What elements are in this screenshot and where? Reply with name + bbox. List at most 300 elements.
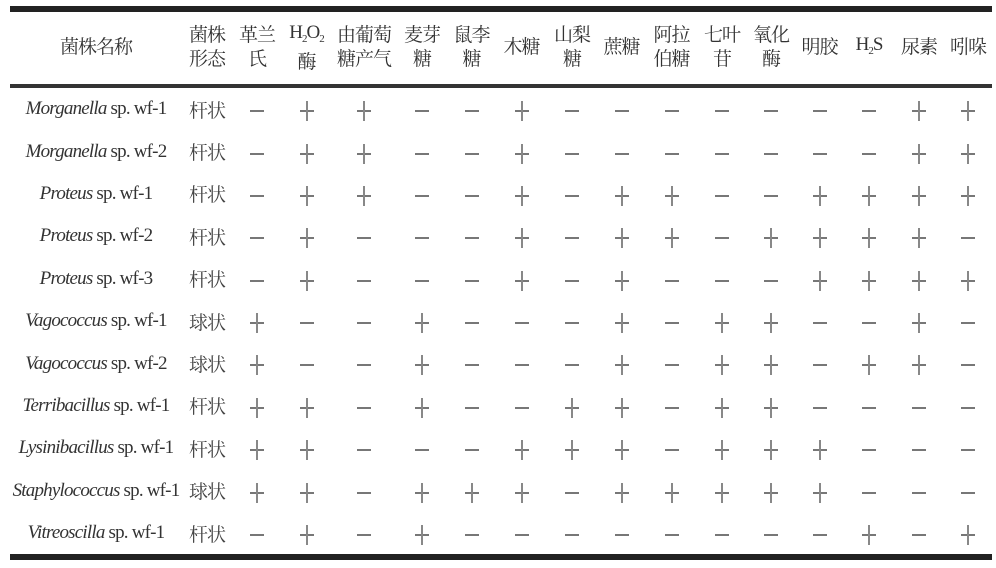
minus-icon bbox=[764, 144, 778, 164]
minus-icon bbox=[515, 525, 529, 545]
minus-icon bbox=[565, 525, 579, 545]
test-result-cell bbox=[646, 215, 697, 257]
minus-icon bbox=[912, 483, 926, 503]
column-header-line2: 形态 bbox=[188, 49, 225, 70]
test-result-cell bbox=[547, 258, 597, 300]
plus-icon bbox=[415, 355, 429, 375]
column-header-line1: 七叶 bbox=[703, 25, 740, 46]
minus-icon bbox=[715, 271, 729, 291]
test-result-cell bbox=[597, 300, 646, 342]
minus-icon bbox=[862, 483, 876, 503]
genus-name: Morganella bbox=[25, 98, 107, 120]
plus-icon bbox=[615, 271, 629, 291]
plus-icon bbox=[764, 398, 778, 418]
minus-icon bbox=[813, 355, 827, 375]
test-result-cell bbox=[944, 385, 992, 427]
column-header bbox=[182, 9, 232, 86]
column-header-line1: $H_2O_2$ bbox=[289, 22, 324, 45]
test-result-cell bbox=[844, 300, 894, 342]
strain-suffix: sp. wf-1 bbox=[113, 437, 174, 459]
plus-icon bbox=[813, 440, 827, 460]
test-result-cell bbox=[331, 470, 397, 512]
column-header bbox=[597, 9, 646, 86]
test-result-cell bbox=[597, 427, 646, 469]
shape-cell: 球状 bbox=[188, 355, 225, 377]
test-result-cell bbox=[447, 470, 496, 512]
test-result-cell bbox=[697, 173, 747, 215]
test-result-cell bbox=[795, 342, 844, 384]
plus-icon bbox=[813, 186, 827, 206]
minus-icon bbox=[961, 483, 975, 503]
test-result-cell bbox=[944, 427, 992, 469]
minus-icon bbox=[415, 144, 429, 164]
test-result-cell bbox=[697, 300, 747, 342]
column-header bbox=[944, 9, 992, 86]
minus-icon bbox=[357, 440, 371, 460]
test-result-cell bbox=[944, 258, 992, 300]
test-result-cell bbox=[646, 427, 697, 469]
strain-suffix: sp. wf-1 bbox=[106, 310, 167, 332]
table-body bbox=[10, 86, 992, 557]
minus-icon bbox=[565, 144, 579, 164]
test-result-cell bbox=[447, 173, 496, 215]
plus-icon bbox=[250, 355, 264, 375]
strain-suffix: sp. wf-1 bbox=[109, 394, 170, 416]
test-result-cell bbox=[597, 173, 646, 215]
column-header bbox=[331, 9, 397, 86]
test-result-cell bbox=[646, 173, 697, 215]
plus-icon bbox=[862, 271, 876, 291]
genus-name: Lysinibacillus bbox=[18, 437, 114, 459]
plus-icon bbox=[300, 271, 314, 291]
test-result-cell bbox=[397, 470, 447, 512]
test-result-cell bbox=[397, 385, 447, 427]
column-header-line2: 糖 bbox=[562, 49, 581, 70]
minus-icon bbox=[515, 355, 529, 375]
minus-icon bbox=[615, 525, 629, 545]
test-result-cell bbox=[894, 173, 944, 215]
minus-icon bbox=[565, 313, 579, 333]
test-result-cell bbox=[697, 342, 747, 384]
minus-icon bbox=[415, 271, 429, 291]
test-result-cell bbox=[844, 385, 894, 427]
shape-cell: 杆状 bbox=[188, 227, 225, 249]
test-result-cell bbox=[496, 258, 547, 300]
minus-icon bbox=[961, 398, 975, 418]
plus-icon bbox=[465, 483, 479, 503]
shape-cell: 杆状 bbox=[188, 397, 225, 419]
test-result-cell bbox=[697, 86, 747, 130]
column-header-line2: 苷 bbox=[712, 49, 731, 70]
test-result-cell bbox=[232, 130, 282, 172]
test-result-cell bbox=[597, 385, 646, 427]
minus-icon bbox=[465, 101, 479, 121]
test-result-cell bbox=[747, 300, 795, 342]
plus-icon bbox=[665, 186, 679, 206]
genus-name: Vagococcus bbox=[25, 310, 107, 332]
test-result-cell bbox=[331, 427, 397, 469]
test-result-cell bbox=[944, 130, 992, 172]
test-result-cell bbox=[844, 86, 894, 130]
minus-icon bbox=[715, 186, 729, 206]
test-result-cell bbox=[547, 470, 597, 512]
test-result-cell bbox=[747, 427, 795, 469]
column-header bbox=[10, 9, 182, 86]
test-result-cell bbox=[232, 342, 282, 384]
test-result-cell bbox=[282, 86, 331, 130]
test-result-cell bbox=[795, 258, 844, 300]
minus-icon bbox=[665, 313, 679, 333]
plus-icon bbox=[912, 101, 926, 121]
minus-icon bbox=[715, 101, 729, 121]
plus-icon bbox=[862, 186, 876, 206]
plus-icon bbox=[764, 313, 778, 333]
minus-icon bbox=[665, 101, 679, 121]
test-result-cell bbox=[232, 470, 282, 512]
plus-icon bbox=[250, 483, 264, 503]
minus-icon bbox=[912, 398, 926, 418]
test-result-cell bbox=[597, 215, 646, 257]
plus-icon bbox=[300, 398, 314, 418]
test-result-cell bbox=[331, 512, 397, 557]
minus-icon bbox=[465, 525, 479, 545]
minus-icon bbox=[813, 144, 827, 164]
column-header bbox=[282, 9, 331, 86]
test-result-cell bbox=[397, 215, 447, 257]
test-result-cell bbox=[646, 86, 697, 130]
minus-icon bbox=[565, 271, 579, 291]
plus-icon bbox=[764, 483, 778, 503]
plus-icon bbox=[912, 271, 926, 291]
minus-icon bbox=[615, 101, 629, 121]
minus-icon bbox=[465, 398, 479, 418]
test-result-cell bbox=[646, 300, 697, 342]
minus-icon bbox=[465, 440, 479, 460]
test-result-cell bbox=[496, 215, 547, 257]
minus-icon bbox=[862, 440, 876, 460]
test-result-cell bbox=[795, 215, 844, 257]
minus-icon bbox=[415, 440, 429, 460]
column-header-line1: 菌株名称 bbox=[59, 37, 132, 58]
minus-icon bbox=[300, 355, 314, 375]
test-result-cell bbox=[547, 173, 597, 215]
strain-name-cell bbox=[10, 130, 182, 172]
column-header bbox=[697, 9, 747, 86]
table-row bbox=[10, 300, 992, 342]
test-result-cell bbox=[397, 427, 447, 469]
test-result-cell bbox=[547, 512, 597, 557]
test-result-cell bbox=[282, 130, 331, 172]
column-header-line2: 酶 bbox=[297, 52, 316, 73]
plus-icon bbox=[961, 144, 975, 164]
plus-icon bbox=[300, 440, 314, 460]
column-header-line1: 氧化 bbox=[752, 25, 789, 46]
plus-icon bbox=[862, 525, 876, 545]
test-result-cell bbox=[496, 427, 547, 469]
table-row bbox=[10, 342, 992, 384]
minus-icon bbox=[465, 355, 479, 375]
minus-icon bbox=[357, 483, 371, 503]
test-result-cell bbox=[331, 130, 397, 172]
plus-icon bbox=[415, 398, 429, 418]
column-header-line1: 由葡萄 bbox=[336, 25, 391, 46]
test-result-cell bbox=[547, 385, 597, 427]
plus-icon bbox=[715, 398, 729, 418]
test-result-cell bbox=[232, 86, 282, 130]
plus-icon bbox=[565, 440, 579, 460]
genus-name: Vitreoscilla bbox=[27, 522, 105, 544]
plus-icon bbox=[912, 144, 926, 164]
plus-icon bbox=[300, 186, 314, 206]
test-result-cell bbox=[795, 512, 844, 557]
shape-cell: 杆状 bbox=[188, 439, 225, 461]
test-result-cell bbox=[747, 86, 795, 130]
minus-icon bbox=[764, 271, 778, 291]
plus-icon bbox=[415, 525, 429, 545]
strain-name-cell bbox=[10, 342, 182, 384]
plus-icon bbox=[515, 440, 529, 460]
test-result-cell bbox=[331, 342, 397, 384]
minus-icon bbox=[415, 101, 429, 121]
column-header bbox=[397, 9, 447, 86]
strain-name-cell bbox=[10, 173, 182, 215]
test-result-cell bbox=[447, 427, 496, 469]
minus-icon bbox=[862, 101, 876, 121]
plus-icon bbox=[515, 101, 529, 121]
test-result-cell bbox=[496, 173, 547, 215]
minus-icon bbox=[357, 355, 371, 375]
plus-icon bbox=[250, 440, 264, 460]
test-result-cell bbox=[331, 385, 397, 427]
test-result-cell bbox=[397, 300, 447, 342]
header-row bbox=[10, 9, 992, 86]
column-header bbox=[547, 9, 597, 86]
minus-icon bbox=[565, 228, 579, 248]
minus-icon bbox=[565, 355, 579, 375]
test-result-cell bbox=[331, 86, 397, 130]
test-result-cell bbox=[397, 258, 447, 300]
plus-icon bbox=[300, 101, 314, 121]
minus-icon bbox=[715, 228, 729, 248]
test-result-cell bbox=[496, 385, 547, 427]
minus-icon bbox=[465, 186, 479, 206]
test-result-cell bbox=[795, 86, 844, 130]
minus-icon bbox=[415, 186, 429, 206]
test-result-cell bbox=[331, 215, 397, 257]
strain-suffix: sp. wf-2 bbox=[106, 140, 167, 162]
minus-icon bbox=[357, 525, 371, 545]
column-header-line1: 阿拉 bbox=[653, 25, 690, 46]
plus-icon bbox=[300, 483, 314, 503]
strain-suffix: sp. wf-1 bbox=[92, 182, 153, 204]
test-result-cell bbox=[282, 342, 331, 384]
test-result-cell bbox=[697, 427, 747, 469]
plus-icon bbox=[415, 483, 429, 503]
test-result-cell bbox=[397, 512, 447, 557]
shape-cell: 杆状 bbox=[188, 100, 225, 122]
column-header-line2: 氏 bbox=[247, 49, 266, 70]
test-result-cell bbox=[894, 215, 944, 257]
test-result-cell bbox=[496, 86, 547, 130]
test-result-cell bbox=[894, 385, 944, 427]
test-result-cell bbox=[894, 86, 944, 130]
table-row bbox=[10, 173, 992, 215]
test-result-cell bbox=[944, 173, 992, 215]
test-result-cell bbox=[496, 512, 547, 557]
minus-icon bbox=[250, 144, 264, 164]
table-row bbox=[10, 215, 992, 257]
column-header bbox=[844, 9, 894, 86]
minus-icon bbox=[250, 101, 264, 121]
test-result-cell bbox=[447, 385, 496, 427]
minus-icon bbox=[862, 144, 876, 164]
minus-icon bbox=[715, 525, 729, 545]
test-result-cell bbox=[795, 173, 844, 215]
plus-icon bbox=[250, 398, 264, 418]
test-result-cell bbox=[397, 86, 447, 130]
test-result-cell bbox=[747, 173, 795, 215]
minus-icon bbox=[715, 144, 729, 164]
plus-icon bbox=[615, 440, 629, 460]
column-header bbox=[496, 9, 547, 86]
minus-icon bbox=[665, 271, 679, 291]
plus-icon bbox=[862, 228, 876, 248]
plus-icon bbox=[715, 483, 729, 503]
table-row bbox=[10, 512, 992, 557]
test-result-cell bbox=[944, 512, 992, 557]
table-row bbox=[10, 385, 992, 427]
minus-icon bbox=[961, 228, 975, 248]
test-result-cell bbox=[747, 512, 795, 557]
genus-name: Morganella bbox=[25, 140, 107, 162]
plus-icon bbox=[300, 228, 314, 248]
plus-icon bbox=[615, 186, 629, 206]
table-row bbox=[10, 130, 992, 172]
minus-icon bbox=[665, 440, 679, 460]
plus-icon bbox=[250, 313, 264, 333]
test-result-cell bbox=[597, 130, 646, 172]
minus-icon bbox=[515, 313, 529, 333]
minus-icon bbox=[862, 313, 876, 333]
test-result-cell bbox=[547, 342, 597, 384]
plus-icon bbox=[764, 440, 778, 460]
test-result-cell bbox=[646, 470, 697, 512]
test-result-cell bbox=[894, 130, 944, 172]
test-result-cell bbox=[597, 342, 646, 384]
shape-cell: 杆状 bbox=[188, 143, 225, 165]
plus-icon bbox=[813, 271, 827, 291]
minus-icon bbox=[813, 398, 827, 418]
test-result-cell bbox=[747, 342, 795, 384]
column-header bbox=[795, 9, 844, 86]
plus-icon bbox=[300, 144, 314, 164]
test-result-cell bbox=[232, 427, 282, 469]
test-result-cell bbox=[547, 130, 597, 172]
minus-icon bbox=[357, 398, 371, 418]
bacteria-biochemical-test-table bbox=[10, 6, 992, 560]
test-result-cell bbox=[944, 215, 992, 257]
shape-cell: 球状 bbox=[188, 312, 225, 334]
test-result-cell bbox=[844, 342, 894, 384]
column-header bbox=[232, 9, 282, 86]
strain-name-cell bbox=[10, 258, 182, 300]
plus-icon bbox=[961, 271, 975, 291]
minus-icon bbox=[357, 228, 371, 248]
test-result-cell bbox=[447, 215, 496, 257]
plus-icon bbox=[515, 483, 529, 503]
plus-icon bbox=[961, 101, 975, 121]
test-result-cell bbox=[496, 300, 547, 342]
plus-icon bbox=[764, 228, 778, 248]
test-result-cell bbox=[844, 512, 894, 557]
test-result-cell bbox=[597, 258, 646, 300]
minus-icon bbox=[515, 398, 529, 418]
genus-name: Terribacillus bbox=[22, 394, 110, 416]
test-result-cell bbox=[646, 258, 697, 300]
minus-icon bbox=[465, 228, 479, 248]
test-result-cell bbox=[282, 173, 331, 215]
minus-icon bbox=[465, 313, 479, 333]
genus-name: Vagococcus bbox=[25, 352, 107, 374]
test-result-cell bbox=[397, 130, 447, 172]
minus-icon bbox=[862, 398, 876, 418]
minus-icon bbox=[357, 313, 371, 333]
minus-icon bbox=[615, 144, 629, 164]
test-result-cell bbox=[944, 342, 992, 384]
minus-icon bbox=[912, 525, 926, 545]
test-result-cell bbox=[944, 470, 992, 512]
test-result-cell bbox=[282, 470, 331, 512]
minus-icon bbox=[764, 101, 778, 121]
plus-icon bbox=[615, 313, 629, 333]
test-result-cell bbox=[447, 86, 496, 130]
table-row bbox=[10, 470, 992, 512]
test-result-cell bbox=[447, 130, 496, 172]
test-result-cell bbox=[894, 342, 944, 384]
test-result-cell bbox=[747, 470, 795, 512]
minus-icon bbox=[565, 186, 579, 206]
plus-icon bbox=[912, 355, 926, 375]
minus-icon bbox=[565, 101, 579, 121]
test-result-cell bbox=[397, 173, 447, 215]
minus-icon bbox=[250, 186, 264, 206]
plus-icon bbox=[300, 525, 314, 545]
test-result-cell bbox=[747, 215, 795, 257]
test-result-cell bbox=[747, 130, 795, 172]
test-result-cell bbox=[282, 300, 331, 342]
plus-icon bbox=[615, 228, 629, 248]
strain-suffix: sp. wf-1 bbox=[104, 522, 165, 544]
test-result-cell bbox=[697, 385, 747, 427]
strain-suffix: sp. wf-2 bbox=[106, 352, 167, 374]
test-result-cell bbox=[282, 215, 331, 257]
test-result-cell bbox=[547, 215, 597, 257]
strain-name-cell bbox=[10, 86, 182, 130]
minus-icon bbox=[665, 355, 679, 375]
plus-icon bbox=[912, 313, 926, 333]
test-result-cell bbox=[646, 385, 697, 427]
plus-icon bbox=[912, 186, 926, 206]
minus-icon bbox=[465, 144, 479, 164]
plus-icon bbox=[912, 228, 926, 248]
strain-suffix: sp. wf-1 bbox=[119, 479, 180, 501]
column-header-line1: 吲哚 bbox=[949, 37, 986, 58]
shape-cell: 球状 bbox=[188, 482, 225, 504]
plus-icon bbox=[615, 483, 629, 503]
column-header-line1: 木糖 bbox=[503, 37, 540, 58]
plus-icon bbox=[961, 186, 975, 206]
test-result-cell bbox=[447, 300, 496, 342]
